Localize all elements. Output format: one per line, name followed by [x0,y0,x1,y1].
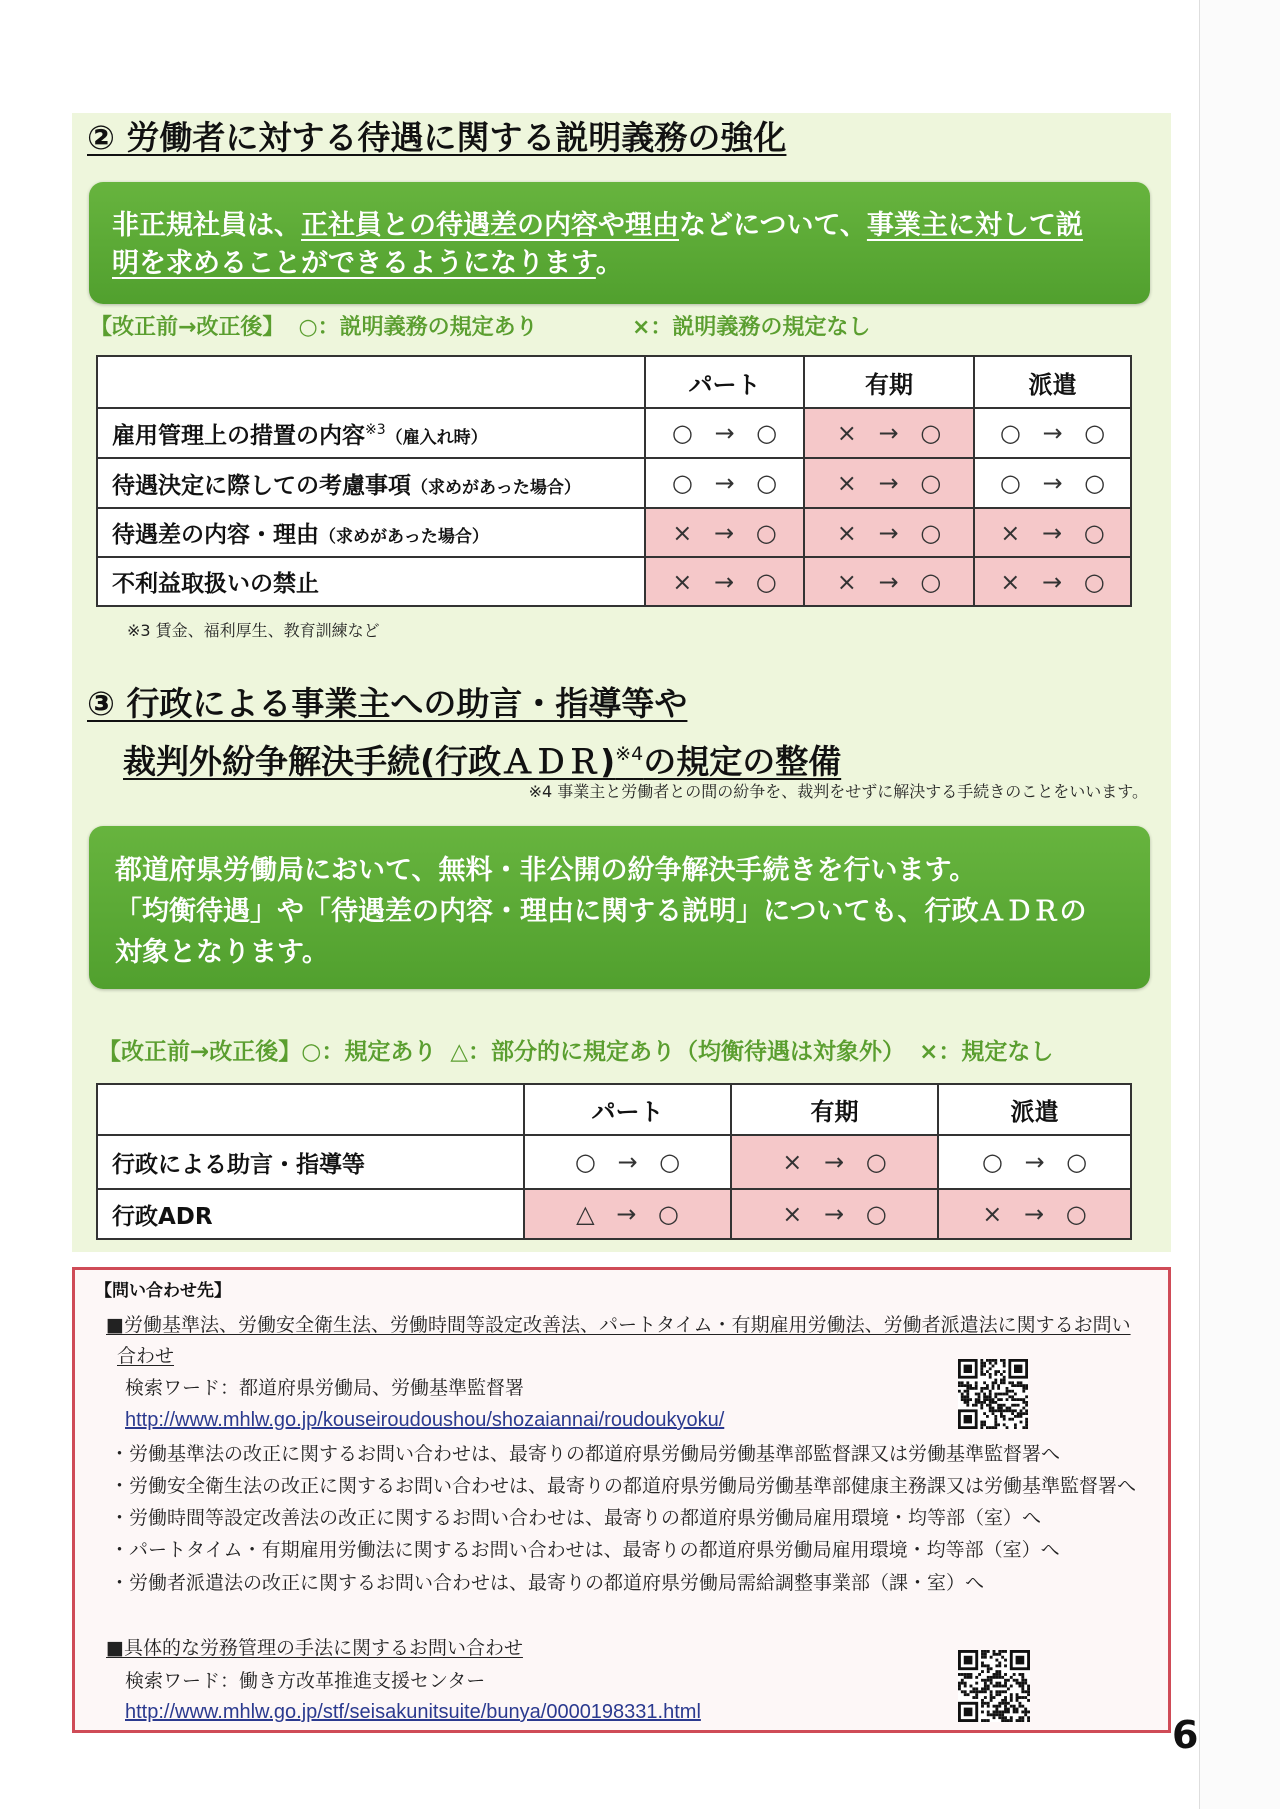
contact-bullet: ・パートタイム・有期雇用労働法に関するお問い合わせは、最寄りの都道府県労働局雇用環境・均等部（室）へ [110,1539,1060,1561]
row-label-note: （求めがあった場合） [411,477,581,498]
section3-callout [89,826,1150,989]
cell-dispatch: ○ → ○ [974,458,1131,508]
contact-bullet: ・労働時間等設定改善法の改正に関するお問い合わせは、最寄りの都道府県労働局雇用環境・均等部（室）へ [110,1507,1042,1529]
legend-prefix: 【改正前→改正後】 [98,1039,302,1065]
contact-box [72,1267,1171,1733]
section3-legend [98,1038,1053,1066]
cell-part: ○ → ○ [645,408,804,458]
callout-line-1 [112,207,1150,245]
cell-part: △ → ○ [524,1189,731,1239]
qr-code-icon [958,1359,1028,1429]
cell-dispatch: × → ○ [974,557,1131,606]
callout-underlined-text: 正社員との待遇差の内容や理由 [301,210,679,241]
cell-fixed-term: × → ○ [804,458,974,508]
contact-bullet: ・労働安全衛生法の改正に関するお問い合わせは、最寄りの都道府県労働局労働基準部健康主務課又は労働基準監督署へ [110,1475,1137,1497]
contact-title: 【問い合わせ先】 [95,1281,231,1301]
cell-part: × → ○ [645,557,804,606]
table-row [97,1135,1131,1189]
callout-line-2: 「均衡待遇」や「待遇差の内容・理由に関する説明」についても、行政ＡＤＲの [115,896,1087,927]
row-label [97,508,645,557]
table-row [97,557,1131,606]
table-row [97,408,1131,458]
footnote-ref: ※4 [615,743,644,765]
cell-fixed-term: × → ○ [731,1135,938,1189]
cell-fixed-term: × → ○ [804,557,974,606]
table-header-dispatch: 派遣 [974,356,1131,408]
contact-group1-heading: ■労働基準法、労働安全衛生法、労働時間等設定改善法、パートタイム・有期雇用労働法、労働者派遣法に関するお問い [106,1314,1131,1336]
row-label-text: 待遇差の内容・理由 [112,522,319,548]
table-header-dispatch: 派遣 [938,1084,1131,1135]
section2-footnote: ※3 賃金、福利厚生、教育訓練など [127,621,380,640]
contact-group2-url[interactable]: http://www.mhlw.go.jp/stf/seisakunitsuite/bunya/0000198331.html [125,1701,701,1723]
cell-part: ○ → ○ [645,458,804,508]
section2-legend [90,314,538,342]
cell-fixed-term: × → ○ [804,408,974,458]
contact-group1-heading-cont: 合わせ [117,1345,175,1367]
row-label-text: 待遇決定に際しての考慮事項 [112,472,411,499]
table-header-row [97,356,1131,408]
cell-dispatch: × → ○ [974,508,1131,557]
legend-yes: ○：説明義務の規定あり [298,315,538,340]
contact-group2-heading: ■具体的な労務管理の手法に関するお問い合わせ [106,1637,523,1659]
section2-legend-no: ×：説明義務の規定なし [632,315,871,340]
footnote-ref: ※3 [365,421,386,438]
legend-prefix: 【改正前→改正後】 [90,315,285,340]
cell-dispatch: × → ○ [938,1189,1131,1239]
contact-group2-search: 検索ワード：働き方改革推進支援センター [125,1670,486,1692]
table-header-part: パート [524,1084,731,1135]
callout-underlined-text: 事業主に対して説 [866,210,1083,241]
row-label: 行政ADR [97,1189,524,1239]
row-label-note: （雇入れ時） [385,427,488,448]
table-row [97,1189,1131,1239]
row-label: 行政による助言・指導等 [97,1135,524,1189]
table-row [97,458,1131,508]
callout-underlined-text: 明を求めることができるようになります [112,248,596,279]
contact-group1-search: 検索ワード：都道府県労働局、労働基準監督署 [125,1377,525,1399]
row-label [97,557,645,606]
cell-fixed-term: × → ○ [804,508,974,557]
row-label [97,458,645,508]
table-header-part: パート [645,356,804,408]
row-label [97,408,645,458]
cell-fixed-term: × → ○ [731,1189,938,1239]
legend-partial: △：部分的に規定あり（均衡待遇は対象外） [450,1039,906,1065]
table-header-fixed-term: 有期 [731,1084,938,1135]
legend-yes: ○：規定あり [301,1039,437,1065]
section3-footnote: ※4 事業主と労働者との間の紛争を、裁判をせずに解決する手続きのことをいいます。 [528,782,1148,801]
heading-text: 裁判外紛争解決手続(行政ＡＤＲ) [123,742,616,781]
callout-text: などについて、 [679,210,867,241]
table-row [97,508,1131,557]
cell-dispatch: ○ → ○ [938,1135,1131,1189]
row-label-text: 不利益取扱いの禁止 [112,571,319,597]
table-header-row [97,1084,1131,1135]
section2-heading: ② 労働者に対する待遇に関する説明義務の強化 [87,118,787,157]
cell-dispatch: ○ → ○ [974,408,1131,458]
callout-line-1: 都道府県労働局において、無料・非公開の紛争解決手続きを行います。 [115,855,977,886]
section3-heading-line2 [123,734,841,782]
table-header-fixed-term: 有期 [804,356,974,408]
qr-code-icon [958,1650,1030,1722]
callout-line-3: 対象となります。 [115,937,329,968]
legend-no: ×：規定なし [919,1039,1054,1065]
row-label-text: 雇用管理上の措置の内容 [112,422,365,449]
heading-text: の規定の整備 [643,742,842,781]
table-header-empty [97,356,645,408]
contact-bullet: ・労働者派遣法の改正に関するお問い合わせは、最寄りの都道府県労働局需給調整事業部（課・室）へ [110,1572,985,1594]
contact-bullet: ・労働基準法の改正に関するお問い合わせは、最寄りの都道府県労働局労働基準部監督課又は労働基準監督署へ [110,1443,1061,1465]
row-label-note: （求めがあった場合） [319,527,489,547]
page-edge [1199,0,1280,1809]
section3-table [96,1083,1132,1240]
callout-text: 非正規社員は、 [112,210,301,241]
callout-text: 。 [595,248,623,279]
page-number: 6 [1172,1713,1199,1757]
section2-table [96,355,1132,607]
cell-part: × → ○ [645,508,804,557]
table-header-empty [97,1084,524,1135]
section2-callout [89,182,1150,304]
cell-part: ○ → ○ [524,1135,731,1189]
contact-group1-url[interactable]: http://www.mhlw.go.jp/kouseiroudoushou/shozaiannai/roudoukyoku/ [125,1409,725,1431]
callout-line-2 [112,245,1150,283]
section3-heading-line1: ③ 行政による事業主への助言・指導等や [87,684,688,723]
